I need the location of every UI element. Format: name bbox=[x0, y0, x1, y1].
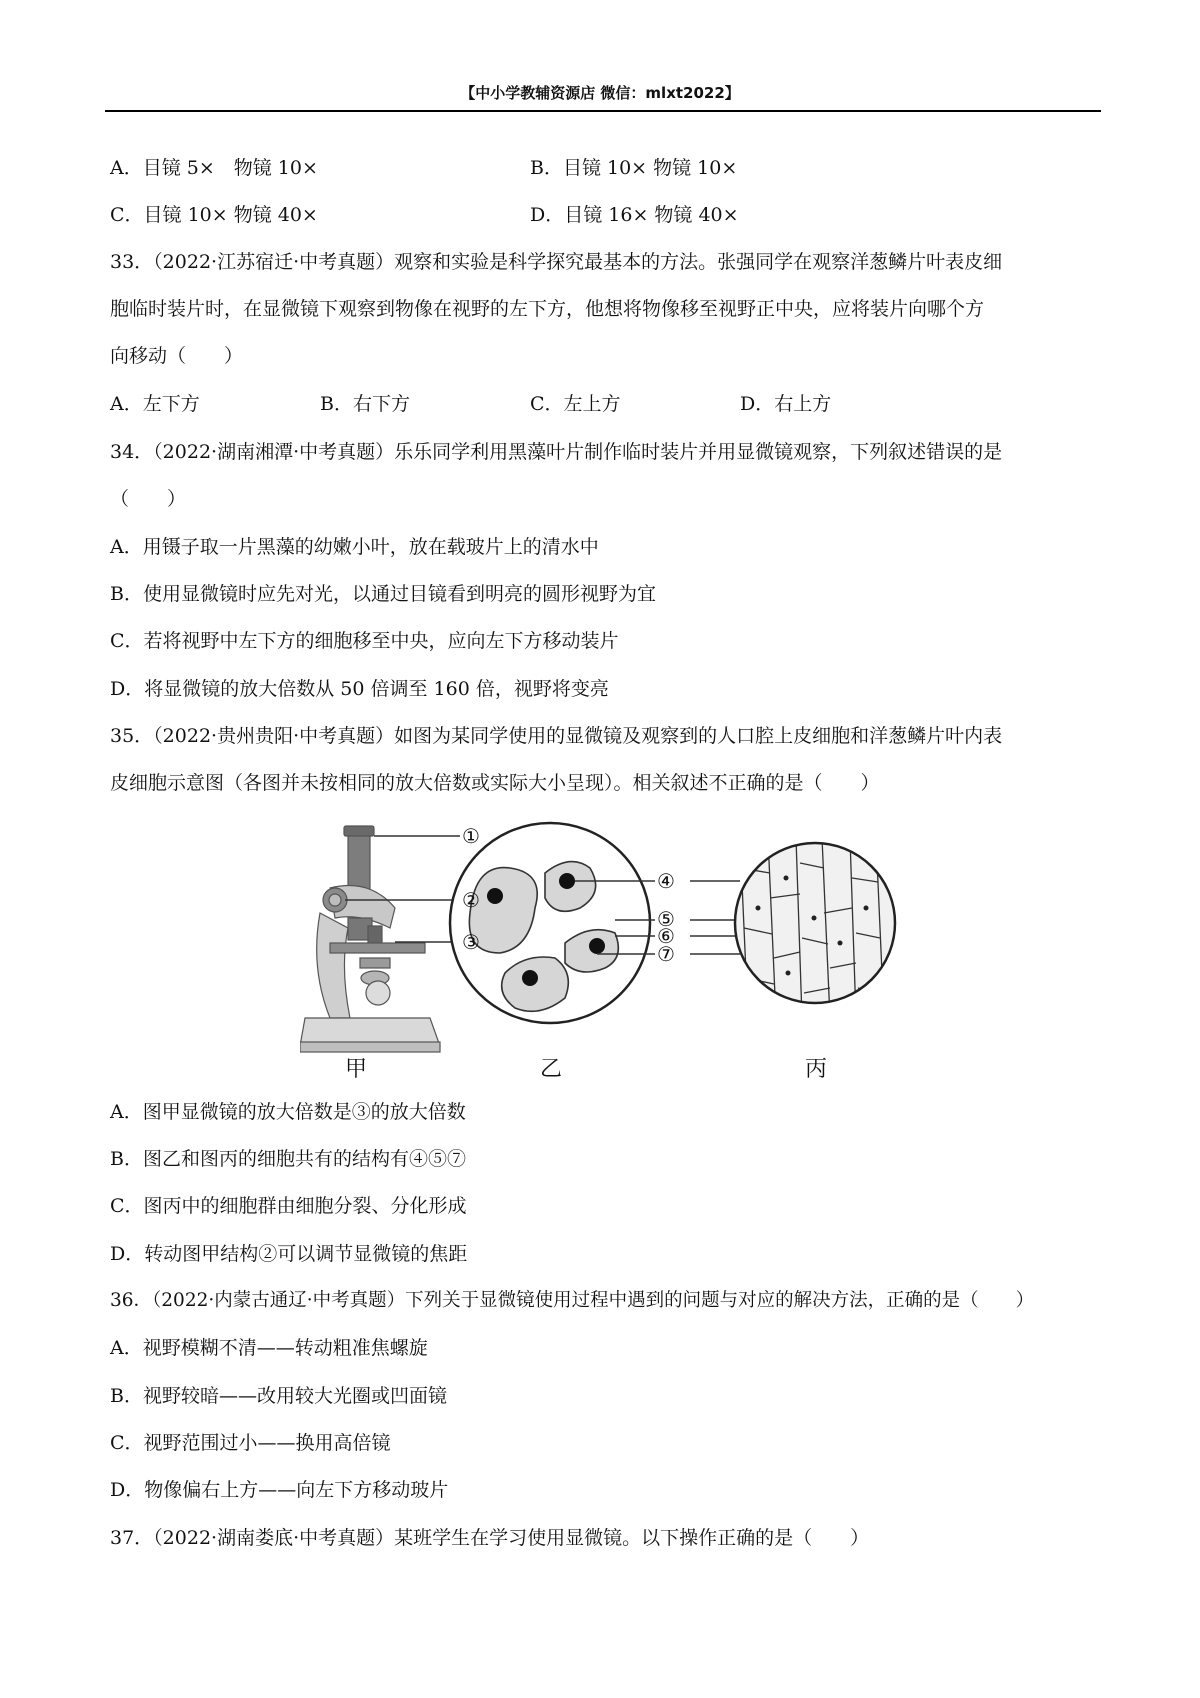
microscope-illustration bbox=[300, 826, 440, 1052]
marker-4: ④ bbox=[657, 869, 675, 893]
q33-option-b: B．右下方 bbox=[320, 393, 410, 415]
page-header: 【中小学教辅资源店 微信：mlxt2022】 bbox=[460, 84, 740, 102]
q35-option-a: A．图甲显微镜的放大倍数是③的放大倍数 bbox=[110, 1101, 466, 1123]
q36-option-a: A．视野模糊不清——转动粗准焦螺旋 bbox=[110, 1337, 428, 1359]
q33-option-d: D．右上方 bbox=[740, 393, 832, 415]
q36-stem: 36．（2022·内蒙古通辽·中考真题）下列关于显微镜使用过程中遇到的问题与对应的解决方法，正确的是（ ） bbox=[110, 1290, 1035, 1311]
figure-label-yi: 乙 bbox=[540, 1057, 563, 1078]
q34-option-a: A．用镊子取一片黑藻的幼嫩小叶，放在载玻片上的清水中 bbox=[110, 536, 599, 558]
q35-option-b: B．图乙和图丙的细胞共有的结构有④⑤⑦ bbox=[110, 1148, 466, 1170]
q35-option-d: D．转动图甲结构②可以调节显微镜的焦距 bbox=[110, 1243, 468, 1265]
q37-stem: 37．（2022·湖南娄底·中考真题）某班学生在学习使用显微镜。以下操作正确的是（ ） bbox=[110, 1527, 870, 1549]
q32-option-b: B．目镜 10× 物镜 10× bbox=[530, 157, 738, 179]
q33-stem-line-3: 向移动（ ） bbox=[110, 345, 244, 367]
header-divider bbox=[105, 110, 1101, 112]
q33-option-c: C．左上方 bbox=[530, 393, 621, 415]
q34-option-d: D．将显微镜的放大倍数从 50 倍调至 160 倍，视野将变亮 bbox=[110, 678, 609, 700]
q36-option-c: C．视野范围过小——换用高倍镜 bbox=[110, 1432, 391, 1454]
q33-stem-line-1: 33．（2022·江苏宿迁·中考真题）观察和实验是科学探究最基本的方法。张强同学在观察洋葱鳞片叶表皮细 bbox=[110, 251, 1003, 273]
q35-option-c: C．图丙中的细胞群由细胞分裂、分化形成 bbox=[110, 1195, 467, 1217]
q32-option-d: D．目镜 16× 物镜 40× bbox=[530, 204, 739, 226]
q33-stem-line-2: 胞临时装片时，在显微镜下观察到物像在视野的左下方，他想将物像移至视野正中央，应将装片向哪个方 bbox=[110, 298, 985, 320]
q33-option-a: A．左下方 bbox=[110, 393, 200, 415]
onion-cell-view bbox=[730, 838, 900, 1018]
marker-1: ① bbox=[462, 824, 480, 848]
q34-stem-line-2: （ ） bbox=[110, 488, 187, 510]
marker-5: ⑤ bbox=[657, 907, 675, 931]
q34-option-b: B．使用显微镜时应先对光，以通过目镜看到明亮的圆形视野为宜 bbox=[110, 583, 656, 605]
figure-label-jia: 甲 bbox=[345, 1057, 368, 1078]
q32-option-a: A．目镜 5× 物镜 10× bbox=[110, 157, 318, 179]
q34-option-c: C．若将视野中左下方的细胞移至中央，应向左下方移动装片 bbox=[110, 630, 619, 652]
q36-option-b: B．视野较暗——改用较大光圈或凹面镜 bbox=[110, 1385, 447, 1407]
marker-2: ② bbox=[462, 888, 480, 912]
q35-stem-line-2: 皮细胞示意图（各图并未按相同的放大倍数或实际大小呈现）。相关叙述不正确的是（ ） bbox=[110, 772, 880, 794]
q32-option-c: C．目镜 10× 物镜 40× bbox=[110, 204, 318, 226]
q34-stem-line-1: 34．（2022·湖南湘潭·中考真题）乐乐同学利用黑藻叶片制作临时装片并用显微镜观察，下列叙述错误的是 bbox=[110, 441, 1003, 463]
marker-6: ⑥ bbox=[657, 924, 675, 948]
marker-3: ③ bbox=[462, 930, 480, 954]
figure-label-bing: 丙 bbox=[805, 1057, 828, 1078]
marker-7: ⑦ bbox=[657, 942, 675, 966]
q36-option-d: D．物像偏右上方——向左下方移动玻片 bbox=[110, 1479, 449, 1501]
q35-stem-line-1: 35．（2022·贵州贵阳·中考真题）如图为某同学使用的显微镜及观察到的人口腔上皮细胞和洋葱鳞片叶内表 bbox=[110, 725, 1003, 747]
q35-figure bbox=[300, 818, 900, 1078]
